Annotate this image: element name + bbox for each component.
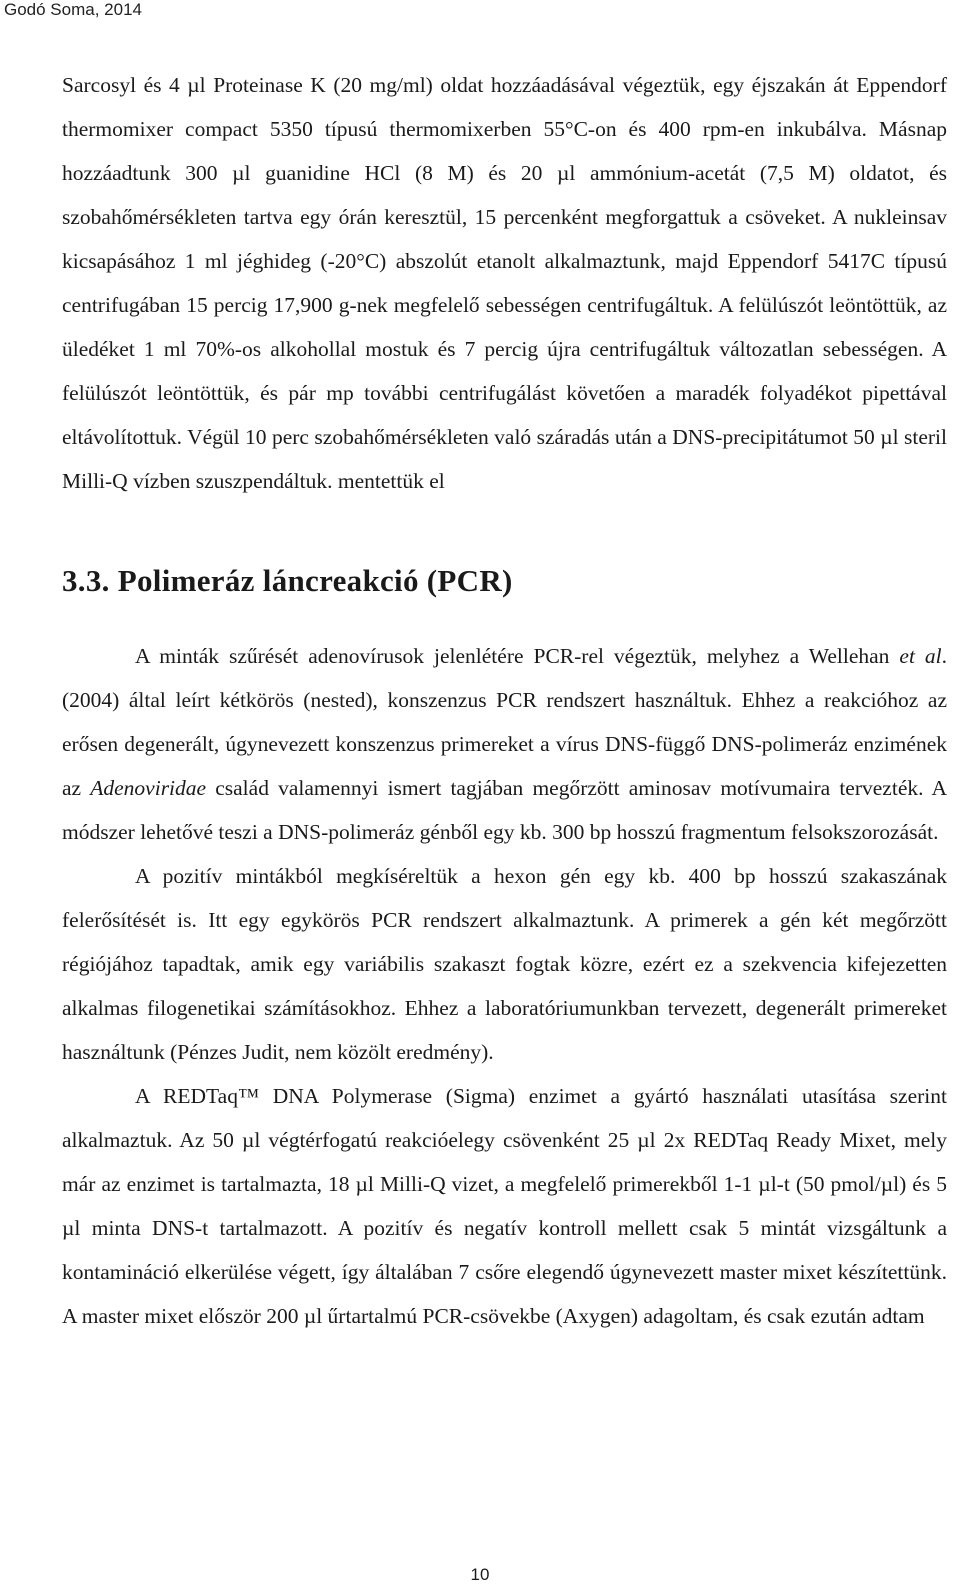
section-title: Polimeráz láncreakció (PCR) <box>117 563 513 598</box>
section-heading <box>62 563 513 599</box>
running-header: Godó Soma, 2014 <box>4 0 142 19</box>
paragraph-1-text: Sarcosyl és 4 µl Proteinase K (20 mg/ml) oldat hozzáadásával végeztük, egy éjszakán át Eppendorf thermomixer compact 5350 típusú thermomixerben 55°C-on és 400 rpm-en inkubálva. Másnap hozzáadtunk 300 µl guanidine HCl (8 M) és 20 µl ammónium-acetát (7,5 M) oldatot, és szobahőmérsékleten tartva egy órán keresztül, 15 percenként megforgattuk a csöveket. A nukleinsav kicsapásához 1 ml jéghideg (-20°C) abszolút etanolt alkalmaztunk, majd Eppendorf 5417C típusú centrifugában 15 percig 17,900 g-nek megfelelő sebességen centrifugáltuk. A felülúszót leöntöttük, az üledéket 1 ml 70%-os alkohollal mostuk és 7 percig újra centrifugáltuk változatlan sebességen. A felülúszót leöntöttük, és pár mp további centrifugálást követően a maradék folyadékot pipettával eltávolítottuk. Végül 10 perc szobahőmérsékleten való száradás után a DNS-precipitátumot 50 µl steril Milli-Q vízben szuszpendáltuk. mentettük el <box>62 73 947 493</box>
body-text-pcr <box>62 634 947 1338</box>
paragraph-2 <box>62 634 947 854</box>
paragraph-3: A pozitív mintákból megkíséreltük a hexon gén egy kb. 400 bp hosszú szakaszának felerősítését is. Itt egy egykörös PCR rendszert alkalmaztunk. A primerek a gén két megőrzött régiójához tapadtak, amik egy variábilis szakaszt fogtak közre, ezért ez a szekvencia kifejezetten alkalmas filogenetikai számításokhoz. Ehhez a laboratóriumunkban tervezett, degenerált primereket használtunk (Pénzes Judit, nem közölt eredmény). <box>62 864 947 1064</box>
page-number: 10 <box>470 1565 490 1584</box>
paragraph-2-part2: . (2004) által leírt kétkörös (nested), konszenzus PCR rendszert használtuk. Ehhez a reakcióhoz az erősen degenerált, úgynevezett konszenzus primereket a vírus DNS-függő DNS-polimeráz enzimének az <box>62 644 947 800</box>
paragraph-2-italic-adenoviridae: Adenoviridae <box>90 776 207 800</box>
paragraph-4: A REDTaq™ DNA Polymerase (Sigma) enzimet a gyártó használati utasítása szerint alkalmaztuk. Az 50 µl végtérfogatú reakcióelegy csövenként 25 µl 2x REDTaq Ready Mixet, mely már az enzimet is tartalmazta, 18 µl Milli-Q vizet, a megfelelő primerekből 1-1 µl-t (50 pmol/µl) és 5 µl minta DNS-t tartalmazott. A pozitív és negatív kontroll mellett csak 5 mintát vizsgáltunk a kontamináció elkerülése végett, így általában 7 csőre elegendő úgynevezett master mixet készítettünk. A master mixet először 200 µl űrtartalmú PCR-csövekbe (Axygen) adagoltam, és csak ezután adtam <box>62 1084 947 1328</box>
paragraph-2-part1: A minták szűrését adenovírusok jelenlétére PCR-rel végeztük, melyhez a Wellehan <box>135 644 900 668</box>
section-number: 3.3. <box>62 563 110 598</box>
paragraph-2-italic-etal: et al <box>899 644 942 668</box>
paragraph-2-part3: család valamennyi ismert tagjában megőrzött aminosav motívumaira tervezték. A módszer lehetővé teszi a DNS-polimeráz génből egy kb. 300 bp hosszú fragmentum felsokszorozását. <box>62 776 947 844</box>
paragraph-dna-extraction <box>62 63 947 503</box>
